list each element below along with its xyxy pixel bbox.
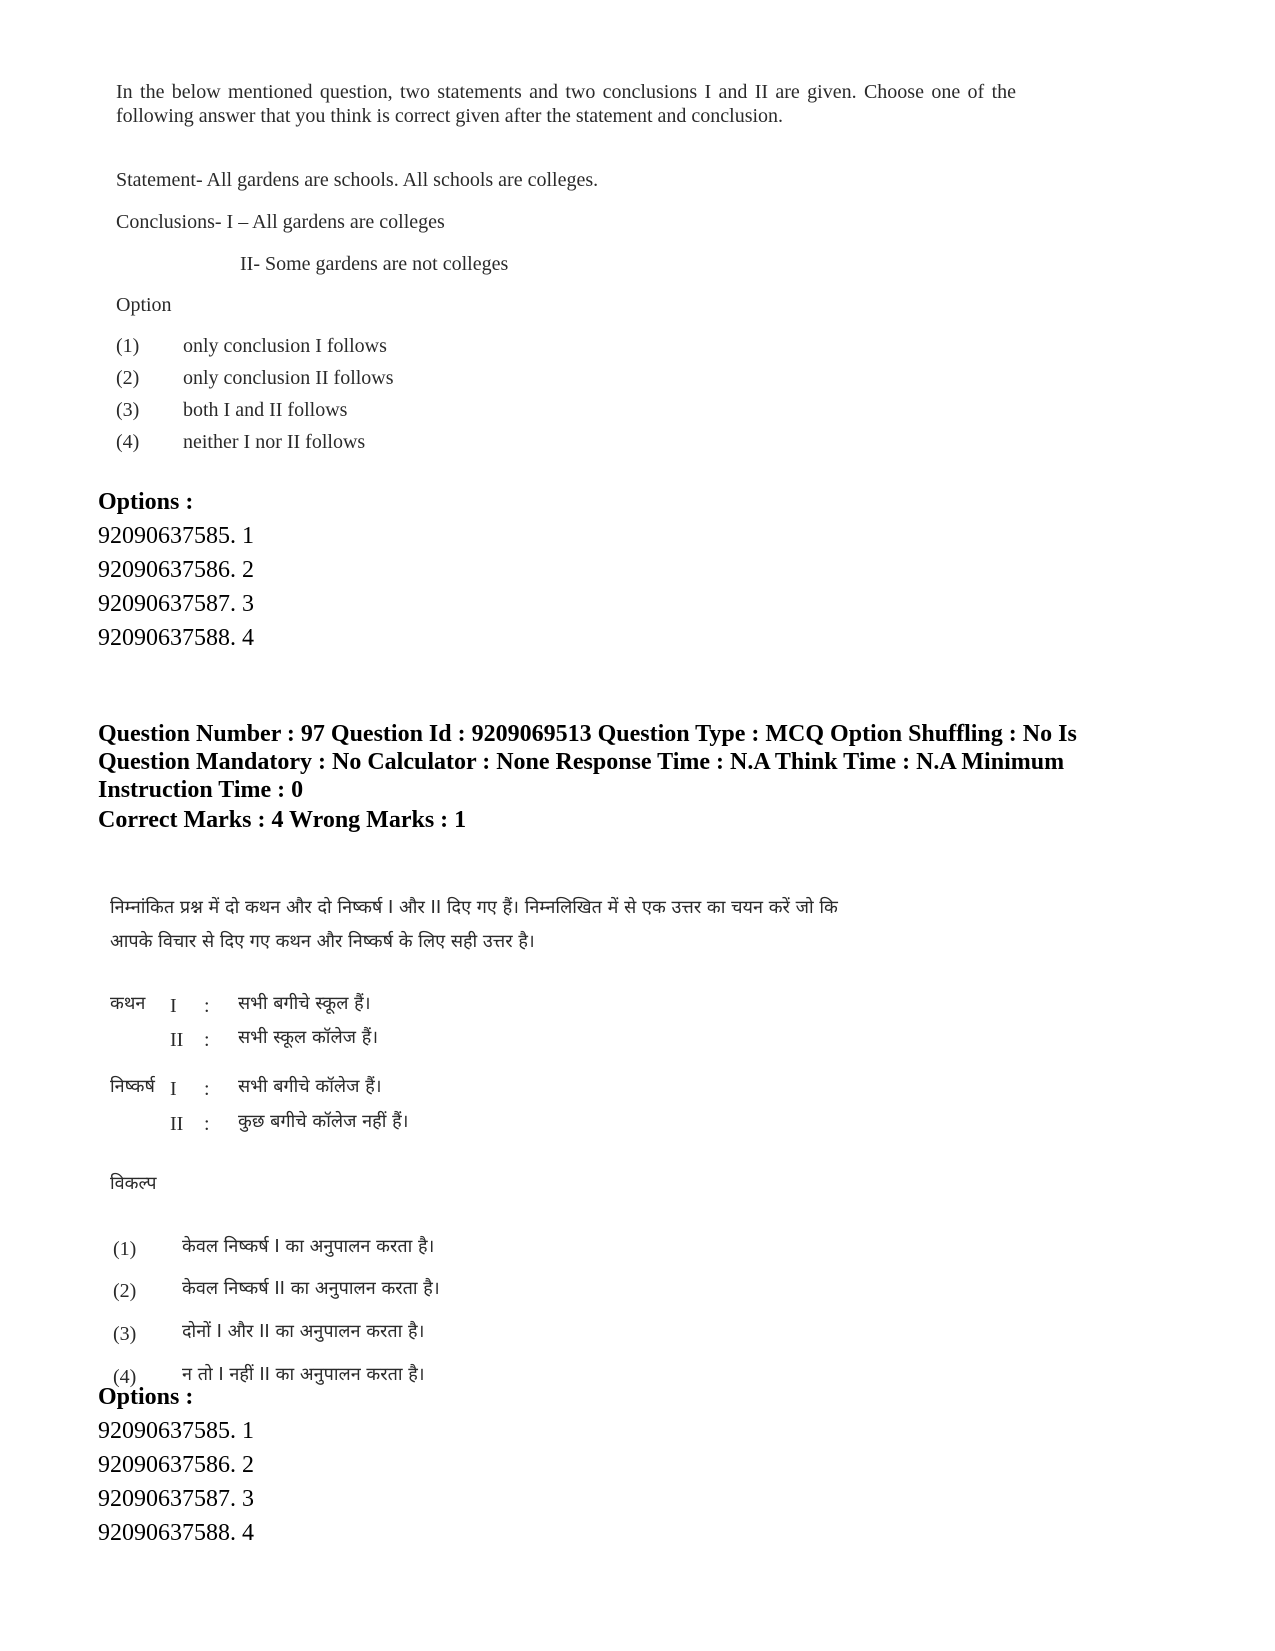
option-text: both I and II follows (183, 399, 348, 421)
colon: : (204, 995, 210, 1017)
conclusion-1-number: I (170, 1078, 177, 1100)
option-text: न तो I नहीं II का अनुपालन करता है। (182, 1364, 425, 1385)
question-metadata: Question Number : 97 Question Id : 9209069513 Question Type : MCQ Option Shuffling : No Is Question Mandatory : No Calculator : None Response Time : N.A Think Time : N.A Minimum Instruction Time : 0 (98, 721, 1077, 803)
option-item: 92090637588. 4 (98, 625, 254, 651)
statement-1-number: I (170, 995, 177, 1017)
option-number: (4) (113, 1366, 137, 1388)
statement-1-text: सभी बगीचे स्कूल हैं। (238, 993, 371, 1014)
hindi-intro-line-1: निम्नांकित प्रश्न में दो कथन और दो निष्कर्ष I और II दिए गए हैं। निम्नलिखित में से एक उत्तर का चयन करें जो कि (110, 897, 838, 918)
option-item: 92090637588. 4 (98, 1520, 254, 1546)
option-number: (3) (116, 399, 140, 421)
option-heading: विकल्प (110, 1173, 157, 1194)
conclusion-1-text: सभी बगीचे कॉलेज हैं। (238, 1076, 382, 1097)
marks-info: Correct Marks : 4 Wrong Marks : 1 (98, 807, 467, 833)
option-item: 92090637587. 3 (98, 1486, 254, 1512)
colon: : (204, 1113, 210, 1135)
option-heading: Option (116, 294, 172, 316)
question-intro: In the below mentioned question, two statements and two conclusions I and II are given. Choose one of the following answer that you think is correct given after the statement and conclusion. (116, 81, 1016, 127)
option-number: (3) (113, 1323, 137, 1345)
options-list (98, 1380, 254, 1550)
option-text: only conclusion I follows (183, 335, 387, 357)
conclusion-2-number: II (170, 1113, 184, 1135)
options-heading: Options : (98, 489, 194, 515)
option-number: (2) (113, 1280, 137, 1302)
option-text: केवल निष्कर्ष II का अनुपालन करता है। (182, 1278, 440, 1299)
option-item: 92090637585. 1 (98, 1418, 254, 1444)
options-list (98, 485, 254, 655)
option-item: 92090637586. 2 (98, 557, 254, 583)
options-heading: Options : (98, 1384, 194, 1410)
option-item: 92090637586. 2 (98, 1452, 254, 1478)
colon: : (204, 1078, 210, 1100)
hindi-intro-line-2: आपके विचार से दिए गए कथन और निष्कर्ष के लिए सही उत्तर है। (110, 931, 535, 952)
colon: : (204, 1029, 210, 1051)
conclusion-2-text: कुछ बगीचे कॉलेज नहीं हैं। (238, 1111, 409, 1132)
statement-2-text: सभी स्कूल कॉलेज हैं। (238, 1027, 379, 1048)
conclusion-2-text: II- Some gardens are not colleges (240, 253, 509, 275)
option-number: (1) (116, 335, 140, 357)
statement-label: कथन (110, 993, 146, 1014)
option-text: neither I nor II follows (183, 431, 366, 453)
english-question-image (116, 80, 1016, 128)
option-text: केवल निष्कर्ष I का अनुपालन करता है। (182, 1236, 435, 1257)
conclusion-label: निष्कर्ष (110, 1076, 155, 1097)
conclusion-1-text: Conclusions- I – All gardens are colleges (116, 211, 445, 233)
option-item: 92090637585. 1 (98, 523, 254, 549)
option-number: (2) (116, 367, 140, 389)
option-text: दोनों I और II का अनुपालन करता है। (182, 1321, 425, 1342)
option-item: 92090637587. 3 (98, 591, 254, 617)
option-number: (4) (116, 431, 140, 453)
option-text: only conclusion II follows (183, 367, 394, 389)
option-number: (1) (113, 1238, 137, 1260)
statement-text: Statement- All gardens are schools. All schools are colleges. (116, 169, 599, 191)
statement-2-number: II (170, 1029, 184, 1051)
